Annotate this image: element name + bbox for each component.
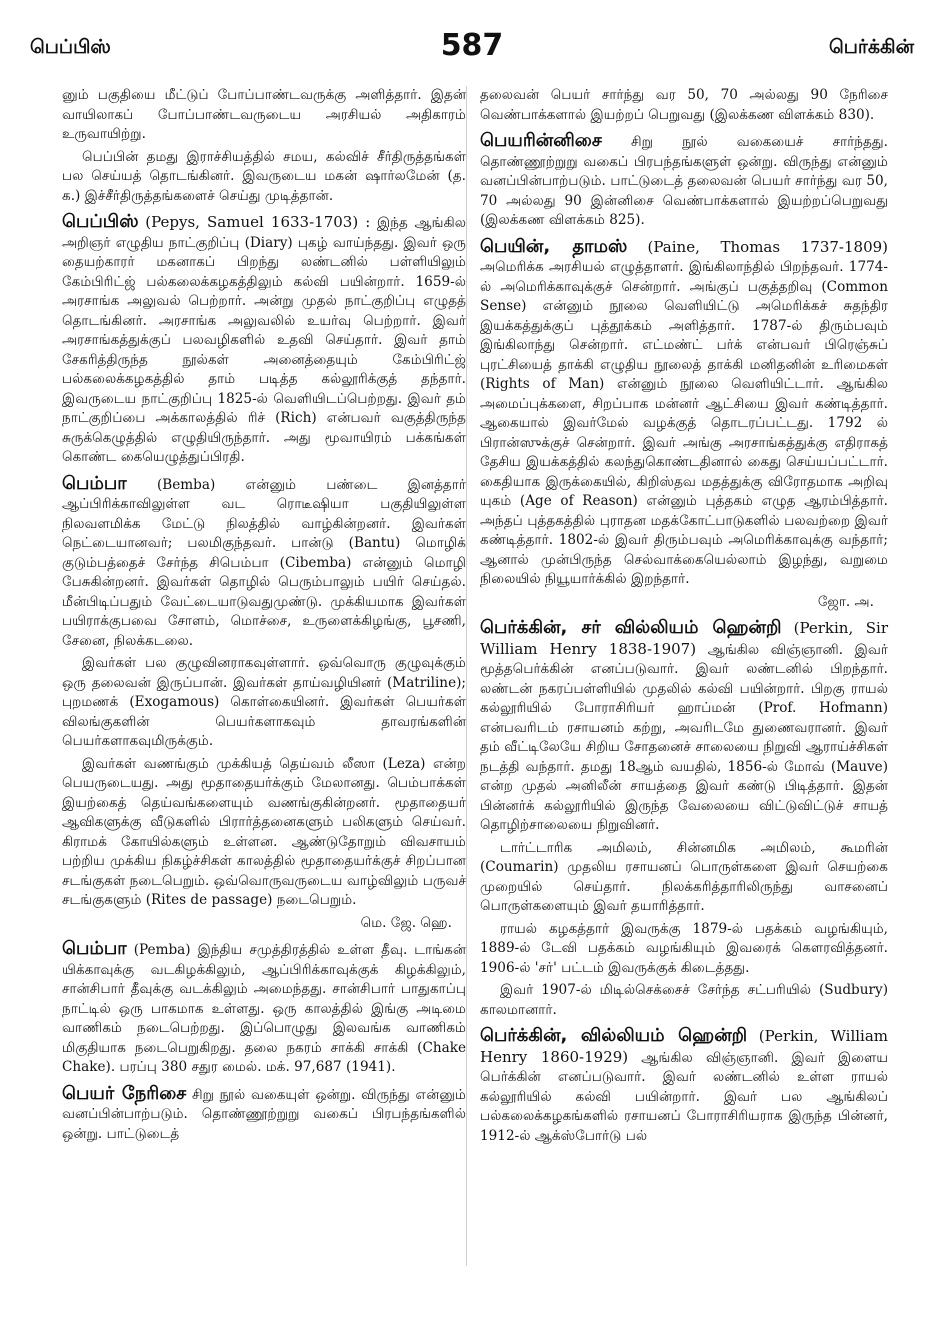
running-head-left: பெப்பிஸ் — [30, 36, 111, 58]
headword-latin: (Pepys, Samuel 1633-1703) : — [145, 213, 371, 231]
entry-paragraph: ராயல் கழகத்தார் இவருக்கு 1879-ல் பதக்கம் வழங்கியும், 1889-ல் டேவி பதக்கம் வழங்கியும் இவரைக் கௌரவித்தனர். 1906-ல் 'சர்' பட்டம் இவருக்குக் கிடைத்தது. — [480, 920, 888, 976]
entry-paragraph: இவர் 1907-ல் மிடில்செக்சைச் சேர்ந்த சட்பரியில் (Sudbury) காலமானார். — [480, 982, 888, 1018]
headword: பெயர் நேரிசை — [62, 1082, 187, 1104]
entry-text: (Bemba) என்னும் பண்டை இனத்தார் ஆப்பிரிக்காவிலுள்ள வட ரொடீஷியா பகுதியிலுள்ள நிலவளமிக்க மேட்டு நிலத்தில் வாழ்கின்றனர். இவர்கள் நெட்டையானவர்; பலமிகுந்தவர். பான்டு (Bantu) மொழிக் குடும்பத்தைச் சேர்ந்த சிபெம்பா (Cibemba) என்னும் மொழி பேசுகின்றனர். இவர்கள் தொழில் பெரும்பாலும் பயிர் செய்தல். மீன்பிடிப்பதும் வேட்டையாடுவதுமுண்டு. முக்கியமாக இவர்கள் பயிராக்குபவை சோளம், மொச்சை, உருளைக்கிழங்கு, பூசணி, சேனை, நிலக்கடலை. — [62, 476, 466, 649]
entry-paragraph: டார்ட்டாரிக அமிலம், சின்னமிக அமிலம், கூமரின் (Coumarin) முதலிய ரசாயனப் பொருள்களை இவர் செயற்கை முறையில் செய்தார். நிலக்கரித்தாரிலிருந்து வாசனைப் பொருள்களையும் இவர் தயாரித்தார். — [480, 839, 888, 914]
headword: பெப்பிஸ் — [62, 211, 139, 232]
author-signature: மெ. ஜே. ஹெ. — [360, 914, 452, 931]
headword-latin: (Perkin, Sir William Henry 1838-1907) — [480, 619, 888, 658]
entry-bemba — [62, 474, 466, 652]
headword: பெயின், தாமஸ் — [480, 235, 628, 257]
entry-perkin-jr — [480, 1026, 888, 1146]
entry-peyarinnisai — [480, 131, 888, 231]
entry-paragraph: இவர்கள் பல குழுவினராகவுள்ளார். ஒவ்வொரு குழுவுக்கும் ஒரு தலைவன் இருப்பான். இவர்கள் தாய்வழியினர் (Matriline); புறமணக் (Exogamous) கொள்கையினர். இவர்கள் பெயர்கள் விலங்குகளின் பெயர்களாகவும் தாவரங்களின் பெயர்களாகவுமிருக்கும். — [62, 655, 466, 749]
page-number: 587 — [440, 28, 504, 63]
entry-text: ஆங்கில விஞ்ஞானி. இவர் மூத்தபெர்க்கின் எனப்படுவார். இவர் லண்டனில் பிறந்தார். லண்டன் நகரப்பள்ளியில் முதலில் கல்வி பயின்றார். பிறகு ராயல் கல்லூரியில் போராசிரியர் ஹாப்மன் (Prof. Hofmann) என்பவரிடம் ரசாயனம் கற்று, அவரிடமே துணைவரானர். இவர் தம் வீட்டிலேயே சிறிய சோதனைச் சாலையை நிறுவி ஆராய்ச்சிகள் நடத்தி வந்தார். தமது 18ஆம் வயதில், 1856-ல் மோவ் (Mauve) என்ற முதல் அனிலீன் சாயத்தை இவர் கண்டு பிடித்தார். இதன் பின்னர்க் கல்லூரியில் இருந்த வேலையை விட்டுவிட்டுச் சாயத் தொழிற்சாலையை நிறுவினர். — [480, 641, 889, 833]
entry-text: சிறு நூல் வகையுள் ஒன்று. விருந்து என்னும் வனப்பின்பாற்படும். தொண்ணூற்றுறு வகைப் பிரபந்தங்களில் ஒன்று. பாட்டுடைத் — [62, 1086, 466, 1142]
headword: பெம்பா — [62, 938, 127, 959]
left-column — [62, 86, 466, 1147]
entry-peyar-nerisai — [62, 1084, 466, 1145]
entry-text: (Pemba) இந்திய சமுத்திரத்தில் உள்ள தீவு. டாங்கன் யிக்காவுக்கு வடகிழக்கிலும், ஆப்பிரிக்காவுக்குக் கிழக்கிலும், சான்சிபார் தீவுக்கு வடக்கிலும் அமைந்தது. சான்சிபார் பாதுகாப்பு நாட்டில் ஒரு பாகமாக உள்ளது. ஒரு காலத்தில் இங்கு அடிமை வாணிகம் நடைபெற்றது. இப்பொழுது இலவங்க வாணிகம் மிகுதியாக நடைபெறுகிறது. தலை நகரம் சாக்கி சாக்கி (Chake Chake). பரப்பு 380 சதுர மைல். மக். 97,687 (1941). — [62, 942, 466, 1075]
entry-pepys — [62, 212, 466, 468]
continuation-paragraph: னும் பகுதியை மீட்டுப் போப்பாண்டவருக்கு அளித்தார். இதன் வாயிலாகப் போப்பாண்டவருடைய அரசியல் அதிகாரம் உருவாயிற்று. — [62, 87, 466, 142]
entry-perkin-sir — [480, 618, 888, 836]
pepin-paragraph: பெப்பின் தமது இராச்சியத்தில் சமய, கல்விச் சீர்திருத்தங்கள் பல செய்யத் தொடங்கினர். இவருடைய மகன் ஷார்லமேன் (த. க.) இச்சீர்திருத்தங்களைச் செய்து முடித்தான். — [62, 148, 466, 204]
running-head-right: பெர்க்கின் — [829, 36, 914, 58]
author-signature: ஜோ. அ. — [817, 593, 874, 610]
continuation-paragraph: தலைவன் பெயர் சார்ந்து வர 50, 70 அல்லது 90 நேரிசை வெண்பாக்களால் இயற்றப் பெறுவது (இலக்கண விளக்கம் 830). — [480, 87, 888, 123]
entry-text: ஆங்கில விஞ்ஞானி. இவர் இளைய பெர்க்கின் எனப்படுவார். இவர் லண்டனில் உள்ள ராயல் கல்லூரியில் கல்வி பயின்றார். இவர் பல ஆங்கிலப் பல்கலைக்கழகங்களில் ரசாயனப் போராசிரியராக இருந்த பின்னர், 1912-ல் ஆக்ஸ்போர்டு பல் — [480, 1049, 888, 1144]
entry-text: சிறு நூல் வகையைச் சார்ந்தது. தொண்ணூற்றுறு வகைப் பிரபந்தங்களுள் ஒன்று. விருந்து என்னும் வனப்பின்பாற்படும். பாட்டுடைத் தலைவன் பெயர் சார்ந்து வர 50, 70 அல்லது 90 இன்னிசை வெண்பாக்களால் இயற்றப்பெறுவது (இலக்கண விளக்கம் 825). — [480, 134, 888, 228]
entry-paine — [480, 237, 888, 590]
entry-pemba — [62, 939, 466, 1078]
column-divider — [466, 86, 467, 1266]
entry-paragraph: இவர்கள் வணங்கும் முக்கியத் தெய்வம் லீஸா (Leza) என்ற பெயருடையது. அது மூதாதையர்க்கும் மேலானது. பெம்பாக்கள் இயற்கைத் தெய்வங்களையும் வணங்குகின்றனர். மூதாதையர் ஆவிகளுக்கு வீடுகளில் பிரார்த்தனைகளும் பலிகளும் செய்வர். கிராமக் கோயில்களும் உள்ளன. ஆண்டுதோறும் விவசாயம் பற்றிய முக்கிய நிகழ்ச்சிகள் காலத்தில் மூதாதையர்க்குச் சிறப்பான சடங்குகள் நடைபெறும். ஒவ்வொருவருடைய வாழ்விலும் பருவச் சடங்குகளும் (Rites de passage) நடைபெறும். — [62, 755, 466, 908]
headword-latin: (Paine, Thomas 1737-1809) — [647, 237, 889, 256]
headword: பெம்பா — [62, 472, 127, 494]
headword: பெர்க்கின், சர் வில்லியம் ஹென்றி — [480, 617, 782, 638]
entry-text: அமெரிக்க அரசியல் எழுத்தாளர். இங்கிலாந்தில் பிறந்தவர். 1774-ல் அமெரிக்காவுக்குச் சென்றார். அங்குப் பகுத்தறிவு (Common Sense) என்னும் நூலை வெளியிட்டு அமெரிக்கச் சுதந்திர இயக்கத்துக்குப் புத்தூக்கம் அளித்தார். 1787-ல் திரும்பவும் இங்கிலாந்து சென்றார். எட்மண்ட் பர்க் என்பவர் பிரெஞ்சுப் புரட்சியைத் தாக்கி எழுதிய நூலைத் தாக்கி மனிதனின் உரிமைகள் (Rights of Man) என்னும் நூலை வெளியிட்டார். ஆங்கில அமைப்புக்களை, சிறப்பாக மன்னர் ஆட்சியை இவர் கண்டித்தார். ஆகையால் இவர்மேல் வழக்குத் தொடரப்பட்டது. 1792 ல் பிரான்ஸுக்குச் சென்றார். இவர் அங்கு அரசாங்கத்துக்கு எதிராகத் தேசிய இயக்கத்தில் கலந்துகொண்டதினால் கைது செய்யப்பட்டார். கைதியாக இருக்கையில், கிறிஸ்தவ மதத்துக்கு விரோதமாக அறிவு யுகம் (Age of Reason) என்னும் புத்தகம் எழுத ஆரம்பித்தார். அந்தப் புத்தகத்தில் புராதன மதக்கோட்பாடுகளில் பலவற்றை இவர் கண்டித்தார். 1802-ல் இவர் திரும்பவும் அமெரிக்காவுக்கு வந்தார்; ஆனால் முன்பிருந்த செல்வாக்கையெல்லாம் இழந்து, வறுமை நிலையில் நியூயார்க்கில் இறந்தார். — [480, 259, 888, 587]
entry-text: இந்த ஆங்கில அறிஞர் எழுதிய நாட்குறிப்பு (Diary) புகழ் வாய்ந்தது. இவர் ஒரு தையற்காரர் மகனாகப் பிறந்து லண்டனில் பள்ளியிலும் கேம்பிரிட்ஜ் பல்கலைக்கழகத்திலும் கல்வி பயின்றார். 1659-ல் அரசாங்க அலுவல் பெற்றார். அன்று முதல் நாட்குறிப்பு எழுதத் தொடங்கினர். அரசாங்க அலுவலில் உயர்வு பெற்றார். இவர் அரசாங்கத்துக்குப் பலவழிகளில் உதவி செய்தார். இவர் தாம் சேகரித்திருந்த நூல்கள் அனைத்தையும் கேம்பிரிட்ஜ் பல்கலைக்கழகத்தில் தாம் படித்த கல்லூரிக்குத் தந்தார். இவருடைய நாட்குறிப்பு 1825-ல் வெளியிடப்பெற்றது. இவர் தம் நாட்குறிப்பை அக்காலத்தில் ரிச் (Rich) என்பவர் வகுத்திருந்த சுருக்கெழுத்தில் எழுதியிருந்தார். அது மூவாயிரம் பக்கங்கள் கொண்ட கையெழுத்துப்பிரதி. — [62, 215, 467, 465]
headword: பெர்க்கின், வில்லியம் ஹென்றி — [480, 1025, 748, 1046]
headword-latin: (Perkin, William Henry 1860-1929) — [480, 1027, 888, 1066]
right-column — [480, 86, 888, 1149]
headword: பெயரின்னிசை — [480, 130, 602, 151]
page-header — [30, 28, 914, 68]
